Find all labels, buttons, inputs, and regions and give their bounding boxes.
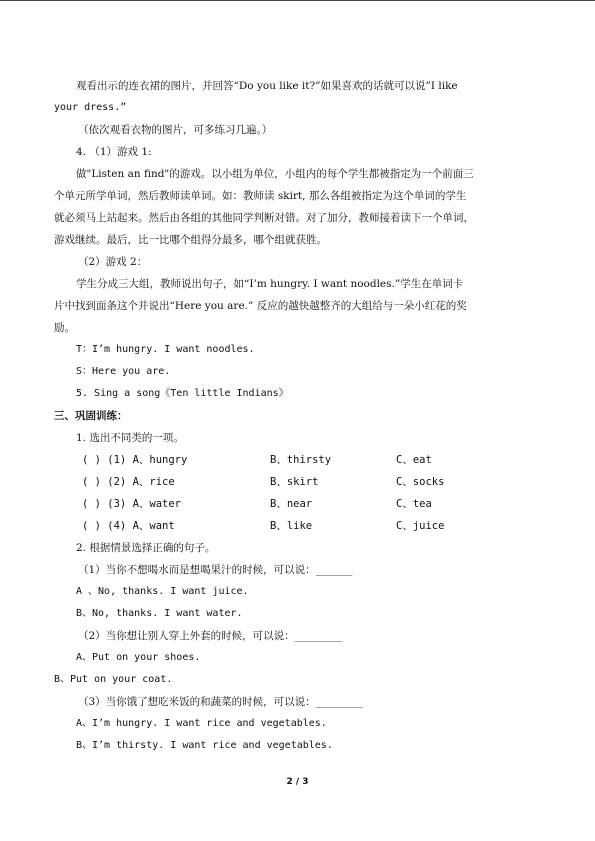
answer-option: A、Put on your shoes. bbox=[76, 652, 201, 663]
exercise-option-c: C、juice bbox=[396, 520, 445, 532]
question-prompt: （3）当你饿了想吃米饭的和蔬菜的时候，可以说：_________ bbox=[78, 696, 363, 708]
exercise-option-c: C、socks bbox=[396, 476, 445, 488]
exercise-question: ( ) (3) A、water bbox=[82, 498, 182, 510]
paragraph-line: 个单元所学单词，然后教师读单词。如：教师读 skirt, 那么各组被指定为这个单词的学生 bbox=[54, 190, 467, 202]
question-heading: 2. 根据情景选择正确的句子。 bbox=[76, 542, 216, 554]
exercise-option-b: B、like bbox=[270, 520, 313, 532]
paragraph-line: your dress.” bbox=[54, 102, 127, 113]
paragraph-line: 做"Listen an find"的游戏。以小组为单位，小组内的每个学生都被指定为一个前面三 bbox=[76, 168, 474, 180]
answer-option: A 、No, thanks. I want juice. bbox=[76, 586, 249, 597]
dialogue-line: S：Here you are. bbox=[76, 366, 171, 377]
section-title: 三、巩固训练： bbox=[54, 410, 128, 422]
page-number: 2 / 3 bbox=[286, 777, 309, 787]
top-rule bbox=[0, 0, 595, 1]
question-prompt: （1）当你不想喝水而是想喝果汁的时候，可以说：_______ bbox=[78, 564, 353, 576]
paragraph-line: 就必须马上站起来。然后由各组的其他同学判断对错。对了加分，教师接着读下一个单词， bbox=[54, 212, 474, 224]
exercise-question: ( ) (4) A、want bbox=[82, 520, 175, 532]
paragraph-line: （依次观看衣物的图片，可多练习几遍。） bbox=[78, 124, 273, 136]
section-heading: 4. （1）游戏 1: bbox=[76, 146, 152, 158]
answer-option: B、I’m thirsty. I want rice and vegetables. bbox=[76, 740, 333, 751]
answer-option: B、Put on your coat. bbox=[54, 674, 173, 685]
section-heading: （2）游戏 2： bbox=[78, 256, 148, 268]
dialogue-line: T：I’m hungry. I want noodles. bbox=[76, 344, 255, 355]
exercise-option-c: C、eat bbox=[396, 454, 432, 466]
exercise-question: ( ) (1) A、hungry bbox=[82, 454, 188, 466]
question-prompt: （2）当你想让别人穿上外套的时候，可以说：_________ bbox=[78, 630, 342, 642]
paragraph-line: 游戏继续。最后，比一比哪个组得分最多，哪个组就获胜。 bbox=[54, 234, 327, 246]
paragraph-line: 学生分成三大组，教师说出句子，如“I’m hungry. I want noodles.”学生在单词卡 bbox=[76, 278, 464, 290]
question-heading: 1. 选出不同类的一项。 bbox=[76, 432, 184, 444]
paragraph-line: 片中找到面条这个并说出“Here you are.” 反应的越快越整齐的大组给与一朵小红花的奖 bbox=[54, 300, 467, 312]
answer-option: A、I’m hungry. I want rice and vegetables. bbox=[76, 718, 327, 729]
exercise-option-c: C、tea bbox=[396, 498, 432, 510]
paragraph-line: 5. Sing a song《Ten little Indians》 bbox=[76, 388, 289, 399]
exercise-option-b: B、near bbox=[270, 498, 313, 510]
exercise-option-b: B、thirsty bbox=[270, 454, 332, 466]
paragraph-line: 励。 bbox=[54, 322, 75, 334]
answer-option: B、No, thanks. I want water. bbox=[76, 608, 243, 619]
exercise-option-b: B、skirt bbox=[270, 476, 319, 488]
exercise-question: ( ) (2) A、rice bbox=[82, 476, 175, 488]
paragraph-line: 观看出示的连衣裙的图片，并回答“Do you like it?”如果喜欢的话就可以说”I like bbox=[76, 80, 458, 92]
